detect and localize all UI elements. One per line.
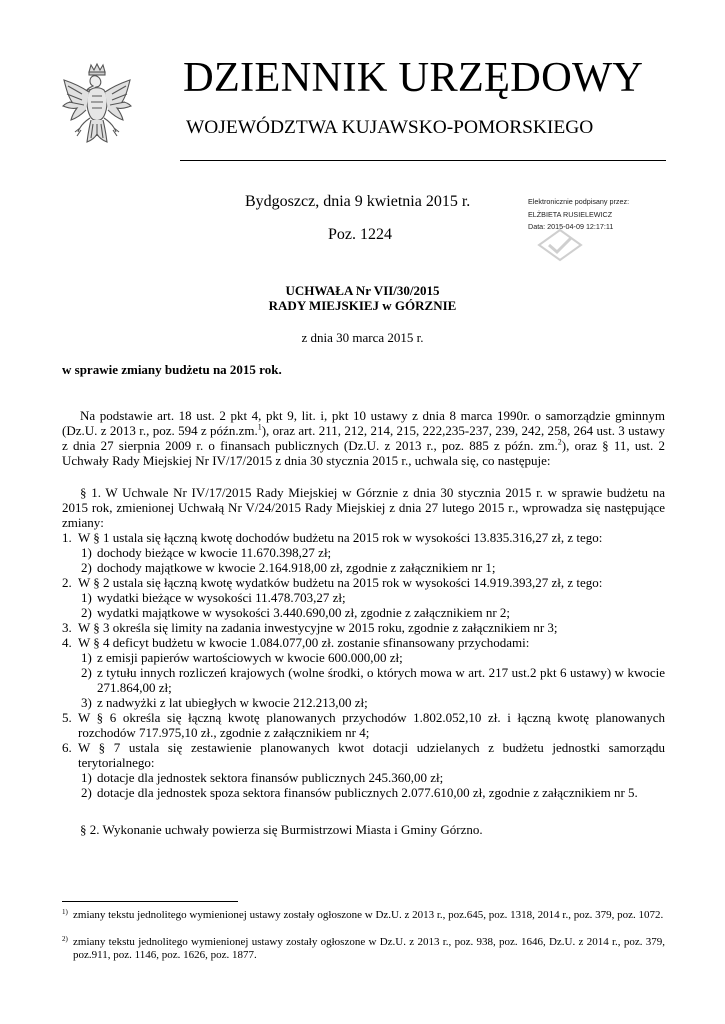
resolution-subject: w sprawie zmiany budżetu na 2015 rok.	[62, 362, 282, 377]
subitem-text: dochody bieżące w kwocie 11.670.398,27 zł;	[97, 545, 332, 560]
journal-title: DZIENNIK URZĘDOWY	[183, 54, 644, 101]
signature-date: Data: 2015-04-09 12:17:11	[528, 222, 614, 232]
subitem-text: z tytułu innych rozliczeń krajowych (wolne środki, o których mowa w art. 217 ust.2 pkt 6 ustawy) w kwocie 271.864,00 zł;	[97, 665, 665, 695]
signature-signer: ELŻBIETA RUSIELEWICZ	[528, 209, 613, 219]
preamble-paragraph	[62, 408, 665, 468]
subitem-number: 2)	[81, 665, 92, 680]
subitem-number: 2)	[81, 785, 92, 800]
amendment-number: 5.	[62, 710, 72, 725]
preamble-text-1: Na podstawie art. 18 ust. 2 pkt 4, pkt 9, lit. i, pkt 10 ustawy z dnia 8 marca 1990r. o samorządzie gminnym (Dz.U. z 2013 r., poz. 594 z późn.zm.	[62, 408, 665, 438]
subitem-text: z emisji papierów wartościowych w kwocie 600.000,00 zł;	[97, 650, 403, 665]
amendment-number: 6.	[62, 740, 72, 755]
amendment-number: 2.	[62, 575, 72, 590]
amendment-item	[62, 530, 665, 545]
amendment-text: W § 3 określa się limity na zadania inwestycyjne w 2015 roku, zgodnie z załącznikiem nr 3;	[78, 620, 558, 635]
subitem-number: 2)	[81, 605, 92, 620]
amendment-item	[62, 635, 665, 650]
resolution-council: RADY MIEJSKIEJ w GÓRZNIE	[268, 298, 457, 313]
amendment-text: W § 7 ustala się zestawienie planowanych kwot dotacji udzielanych z budżetu jednostki samorządu terytorialnego:	[78, 740, 665, 770]
subitem-text: dotacje dla jednostek sektora finansów publicznych 245.360,00 zł;	[97, 770, 444, 785]
amendment-subitem	[62, 770, 665, 785]
subitem-text: dotacje dla jednostek spoza sektora finansów publicznych 2.077.610,00 zł, zgodnie z załącznikiem nr 5.	[97, 785, 638, 800]
amendment-subitem	[62, 785, 665, 800]
amendment-subitem	[62, 545, 665, 560]
preamble-text-2: ), oraz art. 211, 212, 214, 215, 222,235-237, 239, 242, 258, 264 ust. 3 ustawy z dnia 27 sierpnia 2009 r. o finansach publicznych (Dz.U. z 2013 r., poz. 885 z późn. zm.	[62, 423, 665, 453]
amendment-subitem	[62, 560, 665, 575]
amendment-subitem	[62, 650, 665, 665]
section-1-intro: § 1. W Uchwale Nr IV/17/2015 Rady Miejskiej w Górznie z dnia 30 stycznia 2015 r. w sprawie budżetu na 2015 rok, zmienionej Uchwałą Nr V/24/2015 Rady Miejskiej z dnia 27 lutego 2015 r., wprowadza się następujące zmiany:	[62, 485, 665, 530]
subitem-text: wydatki bieżące w wysokości 11.478.703,27 zł;	[97, 590, 346, 605]
amendment-number: 3.	[62, 620, 72, 635]
subitem-number: 1)	[81, 650, 92, 665]
resolution-date: z dnia 30 marca 2015 r.	[301, 330, 424, 345]
amendment-subitem	[62, 605, 665, 620]
signature-label: Elektronicznie podpisany przez:	[528, 197, 630, 206]
amendment-subitem	[62, 695, 665, 710]
section-2-paragraph: § 2. Wykonanie uchwały powierza się Burmistrzowi Miasta i Gminy Górzno.	[80, 822, 483, 837]
resolution-title: UCHWAŁA Nr VII/30/2015	[285, 283, 440, 298]
subitem-text: dochody majątkowe w kwocie 2.164.918,00 zł, zgodnie z załącznikiem nr 1;	[97, 560, 496, 575]
amendment-subitem	[62, 665, 665, 695]
subitem-number: 1)	[81, 545, 92, 560]
footnote-ref-2: 2	[557, 437, 562, 447]
amendment-text: W § 2 ustala się łączną kwotę wydatków budżetu na 2015 rok w wysokości 14.919.393,27 zł, z tego:	[78, 575, 603, 590]
amendment-text: W § 6 określa się łączną kwotę planowanych przychodów 1.802.052,10 zł. i łączną kwotę planowanych rozchodów 717.975,10 zł., zgodnie z załącznikiem nr 4;	[78, 710, 665, 740]
footnote-ref-1: 1	[257, 422, 262, 432]
subitem-text: wydatki majątkowe w wysokości 3.440.690,00 zł, zgodnie z załącznikiem nr 2;	[97, 605, 511, 620]
footnote	[62, 936, 665, 962]
subitem-text: z nadwyżki z lat ubiegłych w kwocie 212.213,00 zł;	[97, 695, 368, 710]
footnote-text: zmiany tekstu jednolitego wymienionej ustawy zostały ogłoszone w Dz.U. z 2013 r., poz.645, poz. 1318, 2014 r., poz. 379, poz. 1072.	[73, 909, 664, 921]
subitem-number: 3)	[81, 695, 92, 710]
amendment-number: 4.	[62, 635, 72, 650]
footnote-divider	[62, 901, 238, 902]
preamble-text-3: ), oraz § 11, ust. 2 Uchwały Rady Miejskiej Nr IV/17/2015 z dnia 30 stycznia 2015 r., uchwala się, co następuje:	[62, 438, 665, 468]
amendment-text: W § 4 deficyt budżetu w kwocie 1.084.077,00 zł. zostanie sfinansowany przychodami:	[78, 635, 530, 650]
journal-subtitle: WOJEWÓDZTWA KUJAWSKO-POMORSKIEGO	[186, 117, 594, 138]
subitem-number: 1)	[81, 770, 92, 785]
subitem-number: 2)	[81, 560, 92, 575]
place-and-date: Bydgoszcz, dnia 9 kwietnia 2015 r.	[245, 193, 471, 210]
amendment-item	[62, 620, 665, 635]
footnote-text: zmiany tekstu jednolitego wymienionej ustawy zostały ogłoszone w Dz.U. z 2013 r., poz. 938, poz. 1646, Dz.U. z 2014 r., poz. 379, poz.911, poz. 1146, poz. 1626, poz. 1877.	[73, 936, 665, 961]
footnote	[62, 909, 665, 922]
footnote-mark: 1)	[62, 908, 68, 916]
footnote-mark: 2)	[62, 935, 68, 943]
amendment-subitem	[62, 590, 665, 605]
amendment-item	[62, 575, 665, 590]
amendment-number: 1.	[62, 530, 72, 545]
amendment-item	[62, 710, 665, 740]
amendment-item	[62, 740, 665, 770]
signature-verified-check-icon	[537, 228, 583, 262]
polish-eagle-emblem-icon	[60, 62, 134, 154]
header-divider	[180, 160, 666, 161]
subitem-number: 1)	[81, 590, 92, 605]
amendment-text: W § 1 ustala się łączną kwotę dochodów budżetu na 2015 rok w wysokości 13.835.316,27 zł, z tego:	[78, 530, 603, 545]
amendments-list	[62, 530, 665, 800]
position-number: Poz. 1224	[328, 226, 392, 243]
